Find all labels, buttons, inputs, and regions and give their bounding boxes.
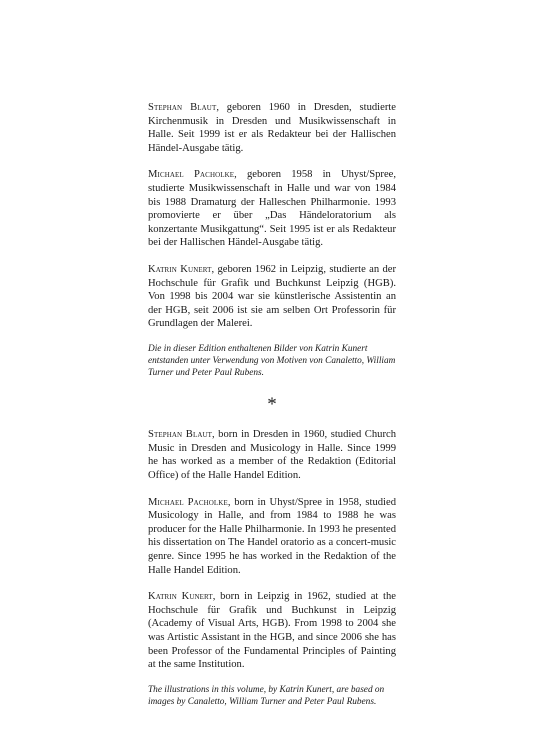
german-section [148,101,396,379]
bio-paragraph [148,428,396,482]
bio-text: , geboren 1960 in Dresden, studierte Kirchenmusik in Dresden und Musikwissenschaft in Halle. Seit 1999 ist er als Redakteur bei der Hallischen Händel-Ausgabe tätig. [148,102,396,154]
bio-paragraph [148,168,396,250]
bio-text: , born in Dresden in 1960, studied Church Music in Dresden and Musicology in Halle. Since 1999 he has worked as a member of the Redaktion (Editorial Office) of the Halle Handel Edition. [148,429,396,482]
bio-text: , geboren 1962 in Leipzig, studierte an der Hochschule für Grafik und Buchkunst Leipzig (HGB). Von 1998 bis 2004 war sie künstlerische Assistentin an der HGB, seit 2006 ist sie am selben Ort Professorin für Grundlagen der Malerei. [148,263,396,330]
bio-paragraph [148,101,396,155]
bio-name: Katrin Kunert [148,263,212,275]
bio-paragraph [148,590,396,672]
bio-paragraph [148,496,396,578]
bio-name: Stephan Blaut [148,102,217,113]
bio-paragraph [148,263,396,331]
bio-text: , geboren 1958 in Uhyst/Spree, studierte Musikwissenschaft in Halle und war von 1984 bis 1988 Dramaturg der Halleschen Philharmonie. 1993 promovierte er über „Das Händeloratorium als konzertante Musikgattung“. Seit 1995 ist er als Redakteur bei der Hallischen Händel-Ausgabe tätig. [148,169,396,249]
illustration-note: Die in dieser Edition enthaltenen Bilder von Katrin Kunert entstanden unter Verwendung von Motiven von Canaletto, William Turner und Peter Paul Rubens. [148,343,396,378]
bio-name: Michael Pacholke [148,169,235,181]
bio-name: Michael Pacholke [148,496,228,508]
document-page [148,101,396,721]
section-divider-asterisk: * [267,394,277,416]
illustration-note: The illustrations in this volume, by Katrin Kunert, are based on images by Canaletto, William Turner and Peter Paul Rubens. [148,684,385,707]
bio-text: , born in Uhyst/Spree in 1958, studied Musicology in Halle, and from 1984 to 1988 he was producer for the Halle Philharmonie. In 1993 he presented his dissertation on The Handel oratorio as a concert-music genre. Since 1995 he has worked in the Redaktion of the Halle Handel Edition. [148,496,397,576]
bio-name: Katrin Kunert [148,591,213,603]
bio-text: , born in Leipzig in 1962, studied at the Hochschule für Grafik und Buchkunst in Leipzig (Academy of Visual Arts, HGB). From 1998 to 2004 she was Artistic Assistant in the HGB, and since 2006 she has been Professor of the Fundamental Principles of Painting at the same Institution. [148,591,396,671]
english-section [148,428,396,708]
bio-name: Stephan Blaut [148,429,213,441]
